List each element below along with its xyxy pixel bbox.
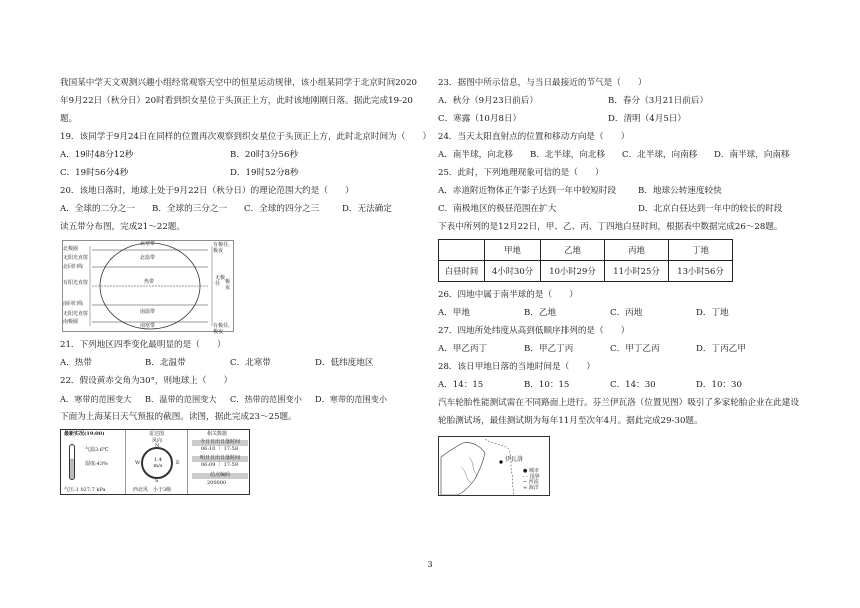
q22-options [60,390,420,408]
q21-options [60,354,420,372]
q20-option-a[interactable]: A．全球的二分之一 [60,203,135,214]
q19-option-c[interactable]: C．19时56分4秒 [60,167,129,178]
q24-option-d[interactable]: D．南半球，向南移 [714,149,790,160]
ivalo-label: 伊瓦洛 [505,456,524,463]
tomorrow-label: 明日日出日落时间 [192,456,248,462]
car-intro-line-2: 轮胎测试场，最佳测试期为每年11月至次年4月。据此完成29-30题。 [438,415,703,426]
q23-options-cd [438,110,810,128]
q19-option-d[interactable]: D．19时52分8秒 [230,167,299,178]
compass-n: N [155,443,160,449]
legend-sea-label: 海洋 [528,484,539,491]
q25-options-cd [438,200,810,218]
table-cell: 4小时30分 [485,261,541,282]
intro-line-2: 年9月22日（秋分日）20时看到织女星位于头顶正上方，此时该地刚刚日落。据此完成19-20 [60,95,413,106]
table-cell: 10小时29分 [541,261,605,282]
daylight-table [438,239,733,282]
q25-option-d[interactable]: D．北京白昼达到一年中的较长的时段 [638,203,783,214]
q23-option-b[interactable]: B．春分（3月21日前后） [608,95,709,106]
q20-option-d[interactable]: D．无法确定 [342,203,392,214]
zone-south-frigid: 南寒带 [140,323,156,329]
label-arctic-circle: 北极圈 [63,246,79,252]
q27-option-d[interactable]: D．丁丙乙甲 [696,343,746,354]
river-symbol-icon: ~ [523,479,528,485]
legend-river-label: 河流 [528,479,539,485]
q26-option-a[interactable]: A．甲地 [438,307,470,318]
border-symbol-icon: - - [523,473,528,480]
label-no-direct-sun-s: 无阳光直射 [63,311,89,317]
q25-options-ab [438,182,810,200]
q27-options [438,340,810,358]
sea-symbol-icon: ≈ [523,484,528,491]
label-no-direct-sun-n: 无阳光直射 [63,255,89,261]
table-header-cell [439,240,485,261]
q21-stem: 21．下列地区四季变化最明显的是（ ） [60,339,226,350]
table-row [439,261,733,282]
car-intro-line-1: 汽车轮胎性能测试需在不同路面上进行。芬兰伊瓦洛（位置见图）吸引了多家轮胎企业在此建设 [438,397,799,408]
q22-option-a[interactable]: A．寒带的范围变大 [60,393,132,404]
table-cell: 白昼时间 [439,261,485,282]
wind-speed: 1.4 m/s [153,457,163,469]
q28-option-d[interactable]: D．10：30 [696,379,742,390]
thermometer-icon [69,444,75,480]
table-header-row [439,240,733,261]
page-number: 3 [427,560,433,569]
label-polar-day-night-n: 有极昼、极夜 [213,242,234,254]
q26-options [438,304,810,322]
q19-options-ab [60,146,420,164]
q25-option-a[interactable]: A．赤道附近物体正午影子达到一年中较短时段 [438,185,617,196]
divider-2 [187,430,188,494]
q25-option-b[interactable]: B．地球公转速度较快 [638,185,722,196]
radar-title: 雷达图 [149,431,165,437]
q23-option-a[interactable]: A．秋分（9月23日前后） [438,95,538,106]
table-header-cell: 丁地 [669,240,733,261]
live-humidity: 湿度:43% [85,461,108,467]
table-header-cell: 甲地 [485,240,541,261]
divider-1 [125,430,126,494]
today-label: 今日日出日落时间 [192,440,248,446]
q21-option-b[interactable]: B．北温带 [145,357,186,368]
label-antarctic-circle: 南极圈 [63,319,79,325]
zone-north-frigid: 北寒带 [140,241,156,247]
q20-option-c[interactable]: C．全球的四分之三 [244,203,320,214]
q22-stem: 22．假设黄赤交角为30°，则地球上（ ） [60,375,233,386]
q28-option-c[interactable]: C．14：30 [610,379,656,390]
label-polar-night: 极夜 [225,279,231,291]
wind-description: 西北风 小于3级 [133,487,172,493]
map-legend [523,469,549,491]
table-cell: 11小时25分 [605,261,669,282]
q27-option-a[interactable]: A．甲乙丙丁 [438,343,488,354]
label-direct-sun: 有阳光直射 [63,280,89,286]
q27-option-b[interactable]: B．甲乙丁丙 [524,343,574,354]
today-value: 06:10 ｜ 17:58 [201,446,238,452]
wind-label: 风向 [152,438,163,444]
label-tropic-capricorn: 南回归线 [63,301,84,307]
q21-option-a[interactable]: A．热带 [60,357,92,368]
q27-stem: 27．四地所处纬度从高到低顺序排列的是（ ） [438,325,630,336]
city-symbol-icon: ● [523,468,528,474]
label-no-polar-day: 无极昼 [215,275,226,287]
q19-option-b[interactable]: B．20时3分56秒 [230,149,299,160]
related-title: 相关数据 [207,431,228,437]
live-temp: 气温3.6℃ [85,447,109,453]
left-column [60,74,432,495]
weather-figure [60,429,250,495]
q24-stem: 24．当天太阳直射点的位置和移动方向是（ ） [438,131,630,142]
zone-tropics: 热带 [144,279,155,285]
q25-stem: 25．此时，下列地理现象可信的是（ ） [438,167,604,178]
q22-option-d[interactable]: D．寒带的范围变小 [315,393,388,404]
compass-e: E [176,460,180,466]
q26-option-b[interactable]: B．乙地 [524,307,557,318]
q26-option-c[interactable]: C．丙地 [610,307,643,318]
right-column [438,74,810,496]
label-tropic-cancer: 北回归线 [63,264,84,270]
q24-option-c[interactable]: C．北半球，向南移 [622,149,698,160]
q20-options [60,200,420,218]
q19-options-cd [60,164,420,182]
q24-option-a[interactable]: A．南半球，向北移 [438,149,513,160]
q28-option-a[interactable]: A．14：15 [438,379,484,390]
compass-s: S [155,478,159,484]
q20-stem: 20．该地日落时，地球上处于9月22日（秋分日）的理论范围大约是（ ） [60,185,354,196]
q19-stem: 19．该同学于9月24日在同样的位置再次观察到织女星位于头顶正上方，此时北京时间为（ ） [60,131,432,142]
q26-option-d[interactable]: D．丁地 [696,307,729,318]
q28-options [438,376,810,394]
q19-option-a[interactable]: A．19时48分12秒 [60,149,134,160]
q28-stem: 28．该日甲地日落的当地时间是（ ） [438,361,596,372]
table-header-cell: 乙地 [541,240,605,261]
ivalo-map-figure [438,436,550,496]
zone-north-temperate: 北温带 [140,255,156,261]
zone-south-temperate: 南温带 [140,309,156,315]
legend-sea [523,486,549,492]
q26-stem: 26．四地中属于南半球的是（ ） [438,289,578,300]
q22-option-c[interactable]: C．热带的范围变小 [230,393,302,404]
q23-option-c[interactable]: C．寒露（10月8日） [438,113,522,124]
legend-city-label: 城市 [528,468,539,474]
tomorrow-value: 06:09 ｜ 17:59 [201,462,238,468]
five-zones-figure [62,240,234,335]
q28-option-b[interactable]: B．10：15 [524,379,570,390]
q23-stem: 23．据图中所示信息，与当日最接近的节气是（ ） [438,77,647,88]
q21-option-c[interactable]: C．北寒带 [230,357,271,368]
table-header-cell: 丙地 [605,240,669,261]
q21-option-d[interactable]: D．低纬度地区 [315,357,374,368]
q25-option-c[interactable]: C．南极地区的极昼范围在扩大 [438,203,557,214]
q22-option-b[interactable]: B．温带的范围变大 [145,393,217,404]
weather-intro: 下面为上海某日天气预报的截图。读图，据此完成23～25题。 [60,411,297,422]
q23-options-ab [438,92,810,110]
live-pressure: 气压:1 027.7 kPa [64,487,106,493]
intro-line-1: 我国某中学天文观测兴趣小组经常观察天空中的恒星运动规律，该小组某同学于北京时间2020 [60,77,418,88]
table-intro: 下表中所列的是12月22日，甲、乙、丙、丁四地白昼时间，根据表中数据完成26～28题。 [438,221,783,232]
q27-option-c[interactable]: C．甲丁乙丙 [610,343,660,354]
q24-option-b[interactable]: B．北半球，向北移 [530,149,606,160]
compass-w: W [135,460,141,466]
legend-border-label: 国界 [529,473,540,480]
zone-map-intro: 读五带分布图，完成21～22题。 [60,221,185,232]
intro-line-3: 题。 [60,113,78,124]
station-label: 站点编码 [192,473,248,479]
q23-option-d[interactable]: D．清明（4月5日） [608,113,686,124]
q24-options [438,146,810,164]
q20-option-b[interactable]: B．全球的三分之一 [152,203,228,214]
label-polar-day-night-s: 有极昼、极夜 [213,323,234,335]
live-title: 最新实况(19:00) [64,431,105,437]
station-value: 200000 [207,480,227,486]
table-cell: 13小时56分 [669,261,733,282]
